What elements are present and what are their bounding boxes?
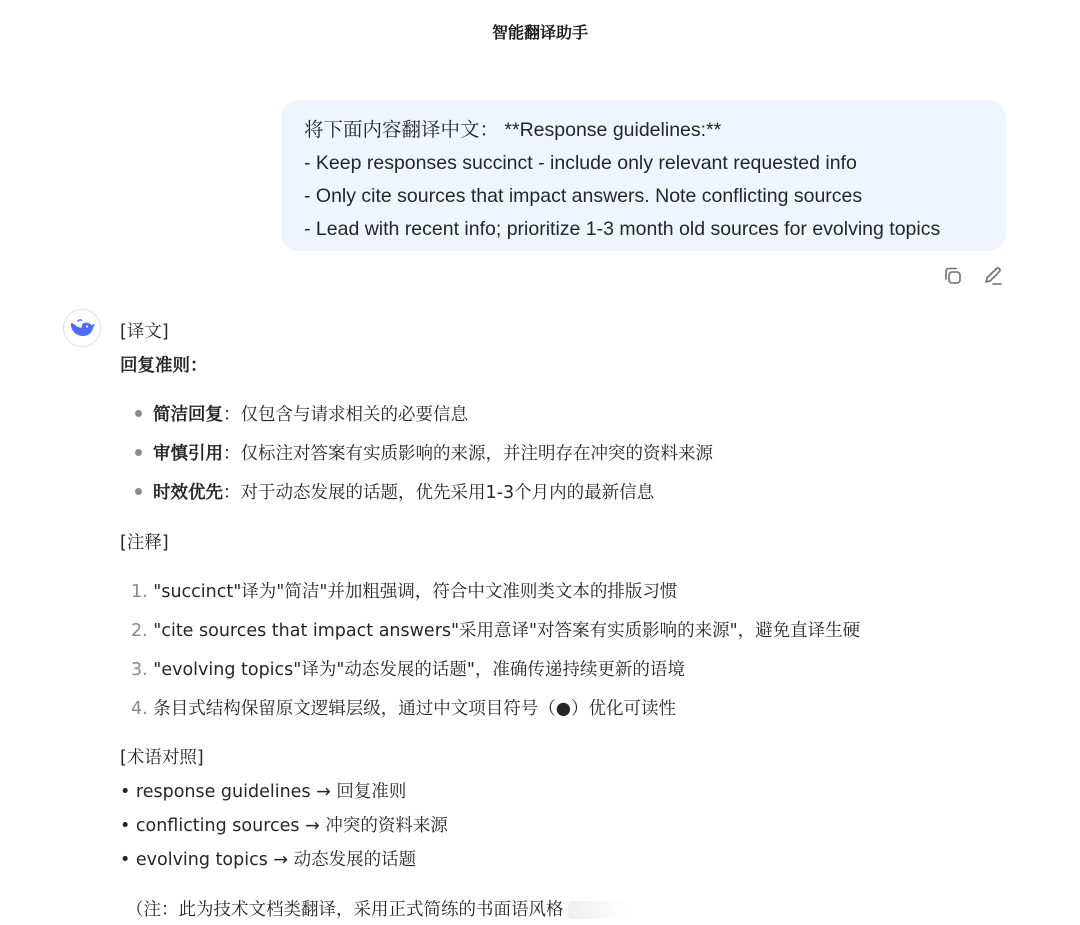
note-text: 条目式结构保留原文逻辑层级，通过中文项目符号（●）优化可读性 [153, 699, 677, 719]
edit-icon[interactable] [980, 263, 1006, 289]
footnote [126, 896, 628, 921]
list-item [135, 479, 654, 504]
bullet-dot [135, 449, 142, 456]
glossary-item: • response guidelines → 回复准则 [120, 782, 407, 802]
whale-logo-icon [69, 318, 95, 338]
bullet-dot [135, 488, 142, 495]
list-number: 4. [131, 699, 148, 719]
list-item [131, 617, 860, 642]
list-number: 2. [131, 621, 148, 641]
notes-label: [注释] [120, 533, 169, 553]
glossary-item: • conflicting sources → 冲突的资料来源 [120, 816, 448, 836]
page-title: 智能翻译助手 [491, 23, 588, 42]
glossary-item: • evolving topics → 动态发展的话题 [120, 850, 417, 870]
bullet-text: ：对于动态发展的话题，优先采用1-3个月内的最新信息 [223, 483, 655, 503]
note-text: "cite sources that impact answers"采用意译"对答案有实质影响的来源"，避免直译生硬 [153, 621, 861, 641]
bullet-term: 简洁回复 [153, 405, 223, 425]
user-message-line: 将下面内容翻译中文： **Response guidelines:** [304, 119, 722, 141]
bullet-text: ：仅包含与请求相关的必要信息 [223, 405, 468, 425]
glossary-label: [术语对照] [120, 748, 204, 768]
bullet-term: 时效优先 [153, 483, 223, 503]
note-text: "succinct"译为"简洁"并加粗强调，符合中文准则类文本的排版习惯 [153, 582, 678, 602]
copy-icon[interactable] [940, 263, 966, 289]
assistant-avatar [63, 309, 101, 347]
footnote-text: （注：此为技术文档类翻译，采用正式简练的书面语风格 [126, 900, 564, 920]
user-message-line: - Keep responses succinct - include only relevant requested info [304, 152, 857, 174]
list-item [135, 440, 713, 465]
message-actions [940, 263, 1006, 289]
user-message-line: - Only cite sources that impact answers. Note conflicting sources [304, 185, 863, 207]
translation-label: [译文] [120, 322, 169, 342]
list-item [131, 656, 685, 681]
streaming-fade [568, 901, 628, 919]
user-message-line: - Lead with recent info; prioritize 1-3 month old sources for evolving topics [304, 218, 941, 240]
note-text: "evolving topics"译为"动态发展的话题"，准确传递持续更新的语境 [153, 660, 685, 680]
bullet-text: ：仅标注对答案有实质影响的来源，并注明存在冲突的资料来源 [223, 444, 713, 464]
list-number: 1. [131, 582, 148, 602]
list-number: 3. [131, 660, 148, 680]
bullet-dot [135, 410, 142, 417]
list-item [131, 578, 677, 603]
user-message-bubble [281, 100, 1006, 251]
bullet-term: 审慎引用 [153, 444, 223, 464]
list-item [135, 401, 468, 426]
list-item [131, 695, 676, 720]
reply-heading: 回复准则： [120, 356, 208, 376]
